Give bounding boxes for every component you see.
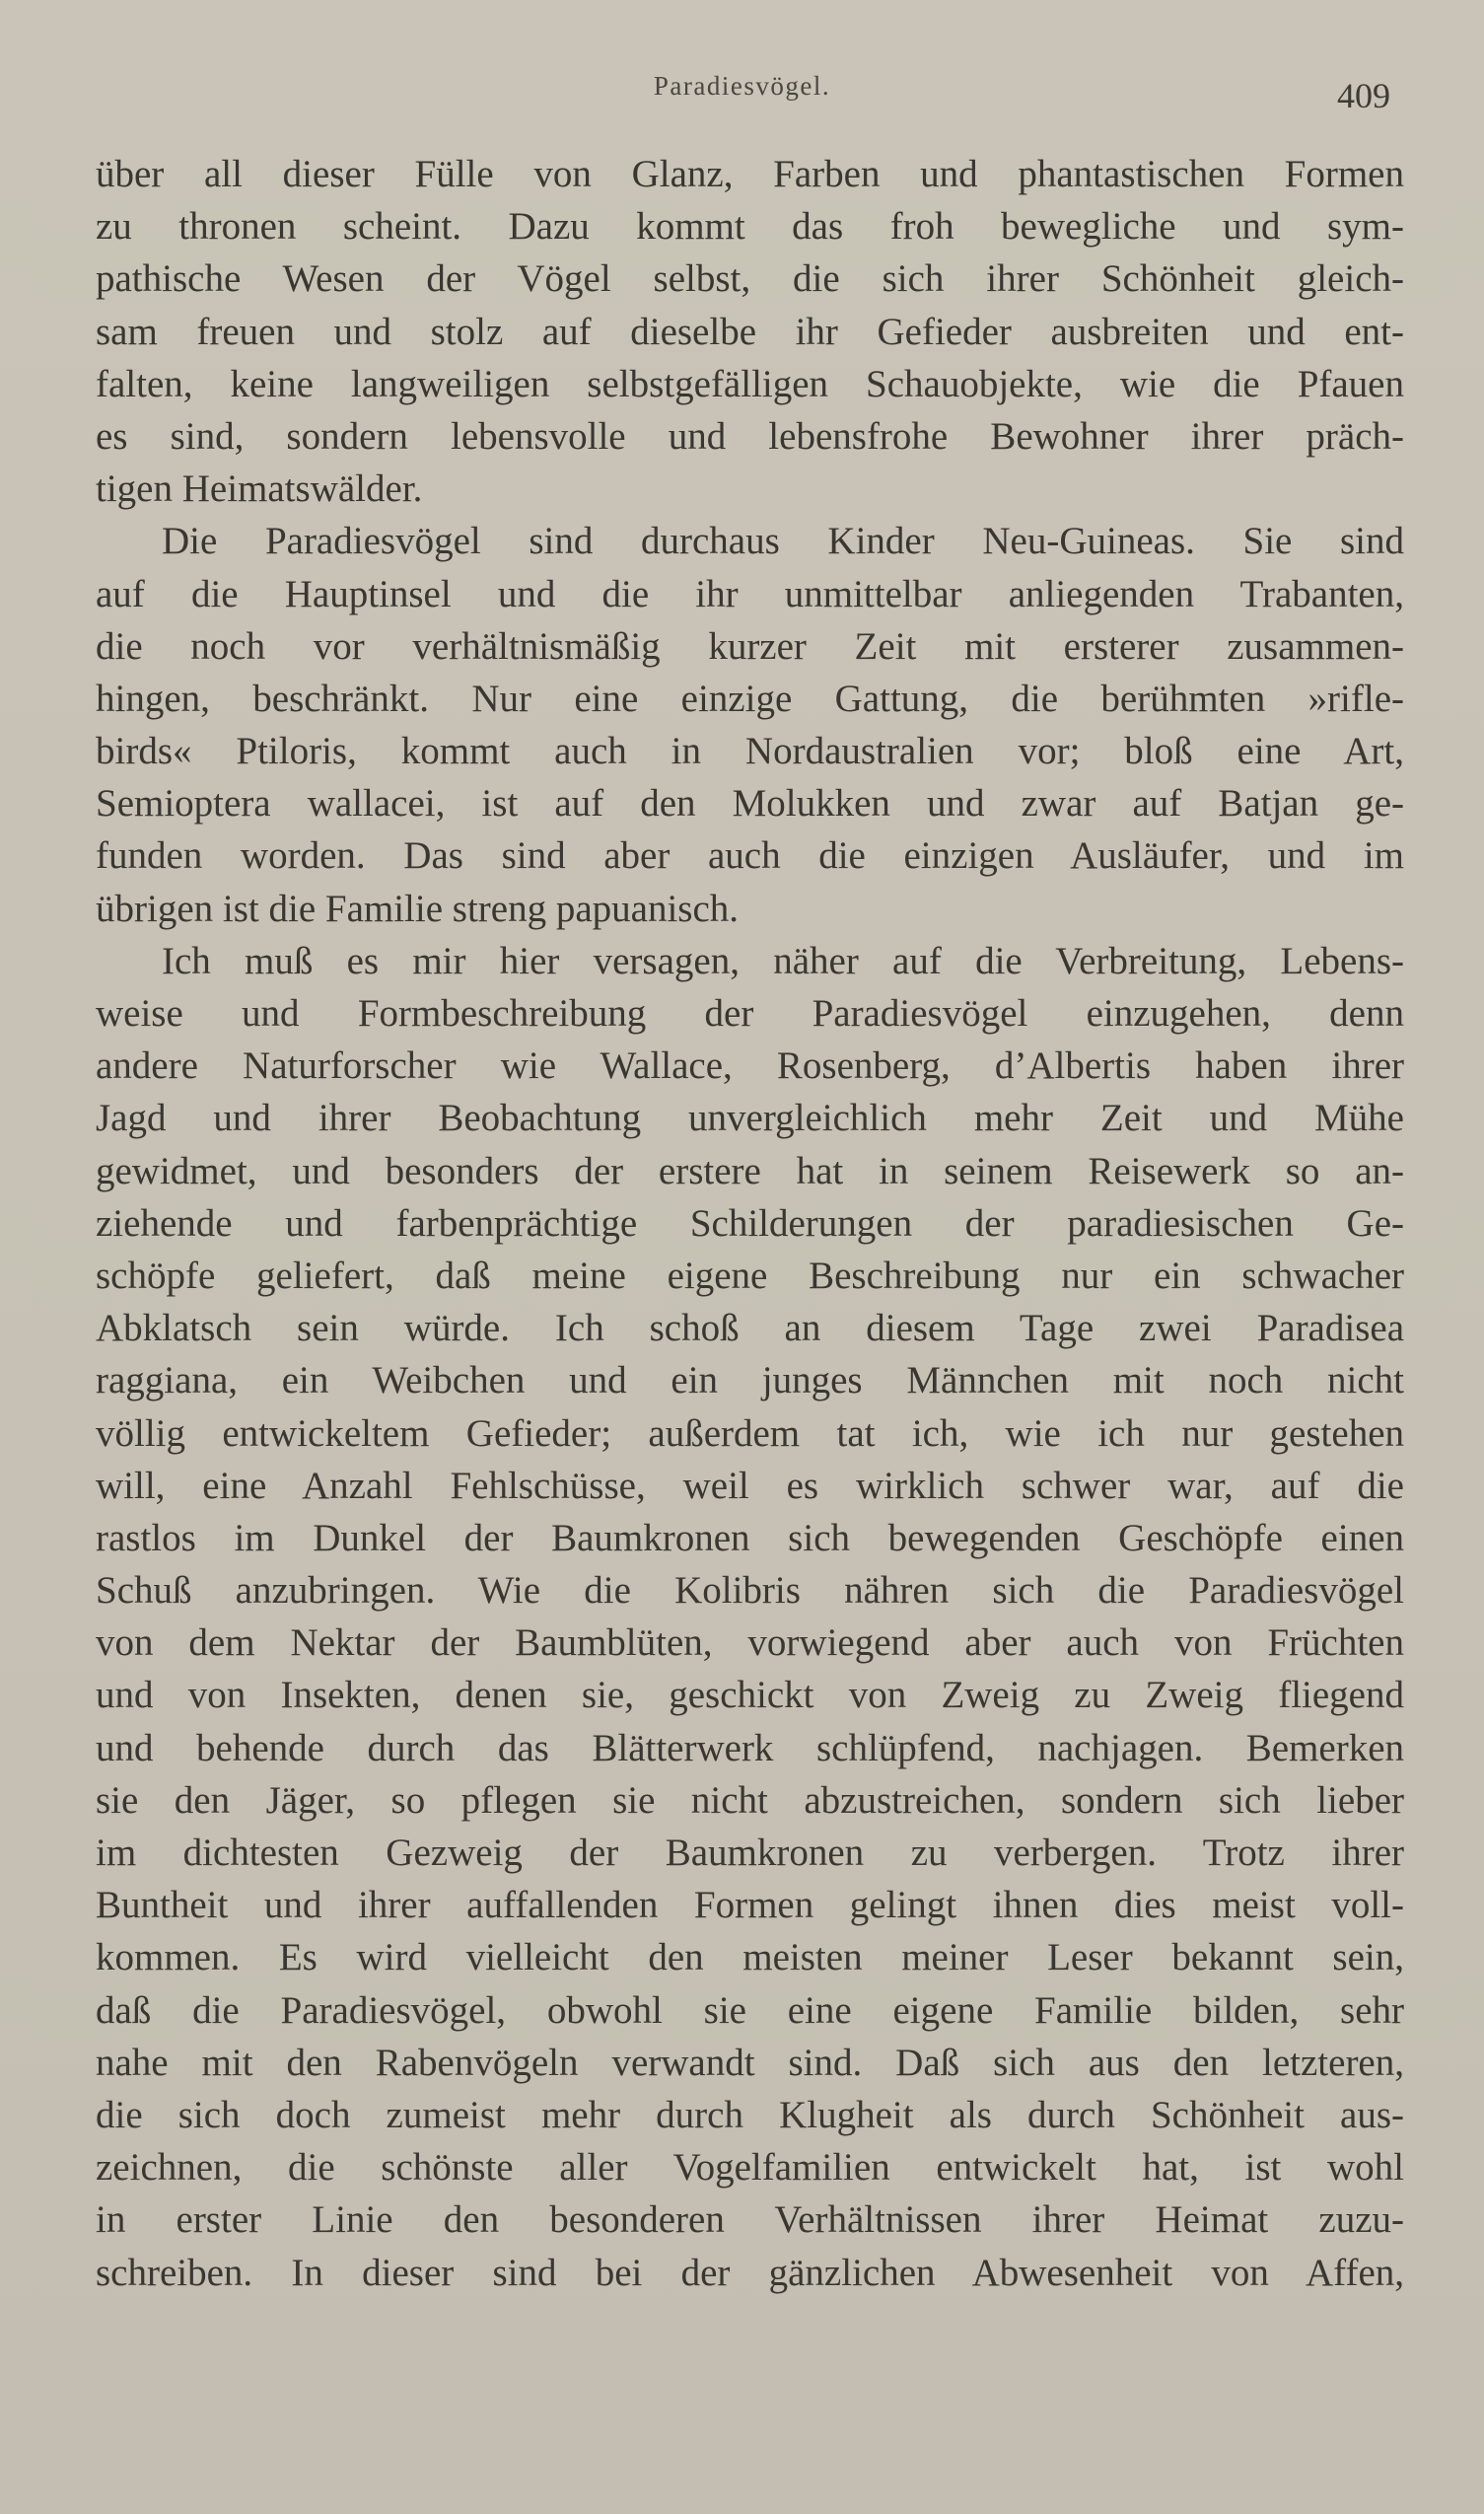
text-line: die sich doch zumeist mehr durch Klugheit als durch Schönheit aus- [96, 2093, 1404, 2136]
body-text [96, 148, 1404, 2299]
text-line: zeichnen, die schönste aller Vogelfamilien entwickelt hat, ist wohl [96, 2146, 1404, 2190]
text-line: es sind, sondern lebensvolle und lebensfrohe Bewohner ihrer präch- [96, 414, 1404, 458]
text-line: Ich muß es mir hier versagen, näher auf die Verbreitung, Lebens- [162, 939, 1404, 982]
paragraph [96, 935, 1404, 2299]
text-line: schreiben. In dieser sind bei der gänzlichen Abwesenheit von Affen, [96, 2251, 1404, 2294]
running-head: Paradiesvögel. [653, 71, 831, 101]
text-line: hingen, beschränkt. Nur eine einzige Gattung, die berühmten »rifle- [96, 677, 1404, 720]
paragraph [96, 515, 1404, 935]
text-line: übrigen ist die Familie streng papuanisch. [96, 887, 740, 930]
text-line: zu thronen scheint. Dazu kommt das froh bewegliche und sym- [96, 205, 1404, 249]
text-line: von dem Nektar der Baumblüten, vorwiegend aber auch von Früchten [96, 1621, 1404, 1665]
page-number: 409 [1337, 76, 1390, 115]
text-line: nahe mit den Rabenvögeln verwandt sind. Daß sich aus den letzteren, [96, 2041, 1404, 2084]
text-line: kommen. Es wird vielleicht den meisten meiner Leser bekannt sein, [96, 1936, 1404, 1979]
text-line: über all dieser Fülle von Glanz, Farben und phantastischen Formen [96, 153, 1404, 195]
text-line: rastlos im Dunkel der Baumkronen sich bewegenden Geschöpfe einen [96, 1516, 1404, 1559]
text-line: völlig entwickeltem Gefieder; außerdem tat ich, wie ich nur gestehen [96, 1411, 1404, 1455]
paragraph [96, 148, 1404, 515]
text-line: Die Paradiesvögel sind durchaus Kinder Neu-Guineas. Sie sind [162, 520, 1404, 563]
text-line: daß die Paradiesvögel, obwohl sie eine eigene Familie bilden, sehr [96, 1988, 1404, 2032]
text-line: gewidmet, und besonders der erstere hat in seinem Reisewerk so an- [96, 1149, 1404, 1192]
text-line: will, eine Anzahl Fehlschüsse, weil es wirklich schwer war, auf die [96, 1464, 1404, 1507]
text-line: Jagd und ihrer Beobachtung unvergleichlich mehr Zeit und Mühe [96, 1097, 1404, 1140]
text-line: andere Naturforscher wie Wallace, Rosenberg, d’Albertis haben ihrer [96, 1044, 1404, 1088]
text-line: in erster Linie den besonderen Verhältnissen ihrer Heimat zuzu- [96, 2198, 1404, 2242]
text-line: sie den Jäger, so pflegen sie nicht abzustreichen, sondern sich lieber [96, 1778, 1404, 1822]
text-line: tigen Heimatswälder. [96, 467, 423, 511]
text-line: auf die Hauptinsel und die ihr unmittelbar anliegenden Trabanten, [96, 572, 1404, 615]
text-line: Buntheit und ihrer auffallenden Formen gelingt ihnen dies meist voll- [96, 1884, 1404, 1927]
text-line: ziehende und farbenprächtige Schilderungen der paradiesischen Ge- [96, 1201, 1404, 1245]
text-line: pathische Wesen der Vögel selbst, die sich ihrer Schönheit gleich- [96, 257, 1404, 301]
text-line: und von Insekten, denen sie, geschickt von Zweig zu Zweig fliegend [96, 1674, 1404, 1717]
text-line: Abklatsch sein würde. Ich schoß an diesem Tage zwei Paradisea [96, 1307, 1404, 1350]
text-line: die noch vor verhältnismäßig kurzer Zeit mit ersterer zusammen- [96, 624, 1404, 668]
text-line: raggiana, ein Weibchen und ein junges Männchen mit noch nicht [96, 1359, 1404, 1402]
text-line: Semioptera wallacei, ist auf den Molukken und zwar auf Batjan ge- [96, 782, 1404, 826]
text-line: funden worden. Das sind aber auch die einzigen Ausläufer, und im [96, 834, 1404, 878]
text-line: Schuß anzubringen. Wie die Kolibris nähren sich die Paradiesvögel [96, 1569, 1404, 1613]
text-line: sam freuen und stolz auf dieselbe ihr Gefieder ausbreiten und ent- [96, 310, 1404, 353]
text-line: im dichtesten Gezweig der Baumkronen zu verbergen. Trotz ihrer [96, 1832, 1404, 1874]
text-line: birds« Ptiloris, kommt auch in Nordaustralien vor; bloß eine Art, [96, 730, 1404, 773]
text-line: falten, keine langweiligen selbstgefälligen Schauobjekte, wie die Pfauen [96, 362, 1404, 405]
text-line: schöpfe geliefert, daß meine eigene Beschreibung nur ein schwacher [96, 1254, 1404, 1297]
text-line: und behende durch das Blätterwerk schlüpfend, nachjagen. Bemerken [96, 1726, 1404, 1769]
text-line: weise und Formbeschreibung der Paradiesvögel einzugehen, denn [96, 992, 1404, 1035]
